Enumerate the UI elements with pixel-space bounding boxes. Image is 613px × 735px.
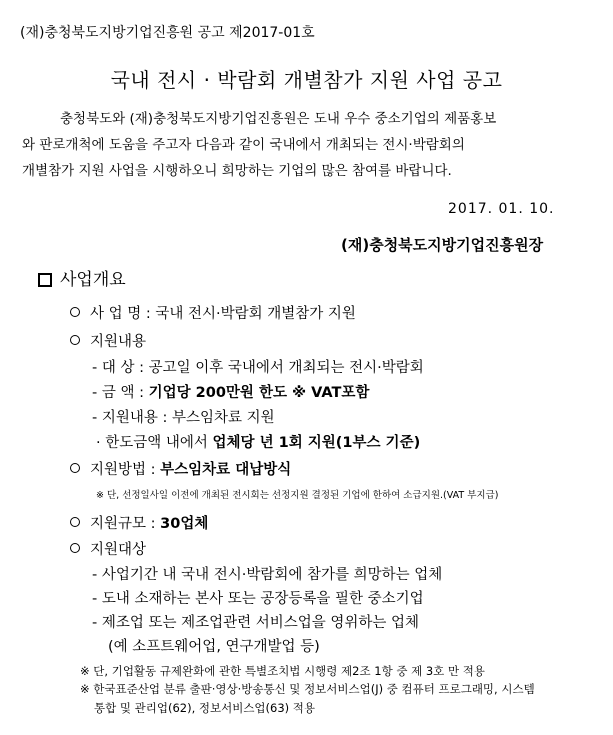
detail-label: - 지원내용 : [92, 410, 172, 426]
support-method-label: 지원방법 : [90, 462, 161, 478]
business-name-value: 국내 전시·박람회 개별참가 지원 [155, 306, 356, 322]
amount-label: - 금 액 : [92, 385, 149, 401]
target-value: 공고일 이후 국내에서 개최되는 전시·박람회 [148, 360, 424, 376]
announcement-date: 2017. 01. 10. [448, 201, 555, 217]
eligibility-item: - 도내 소재하는 본사 또는 공장등록을 필한 중소기업 [92, 591, 424, 607]
support-method-value: 부스임차료 대납방식 [160, 462, 292, 478]
announcement-number: (재)충청북도지방기업진흥원 공고 제2017-01호 [20, 25, 315, 41]
eligibility-item: - 사업기간 내 국내 전시·박람회에 참가를 희망하는 업체 [92, 567, 443, 583]
section-title: 사업개요 [60, 270, 126, 290]
target-label: - 대 상 : [92, 360, 149, 376]
footnote-2: ※ 한국표준산업 분류 출판·영상·방송통신 및 정보서비스업(J) 중 컴퓨터 프로그래밍, 시스템 [80, 682, 535, 696]
support-scale-label: 지원규모 : [90, 516, 161, 532]
support-method-note: ※ 단, 선정일사일 이전에 개최된 전시회는 선정지원 결정된 기업에 한하여 소급지원.(VAT 부지급) [96, 490, 499, 501]
intro-line-2: 와 판로개척에 도움을 주고자 다음과 같이 국내에서 개최되는 전시·박람회의 [22, 137, 465, 153]
amount-value: 기업당 200만원 한도 ※ VAT포함 [148, 385, 370, 401]
circle-bullet-icon [70, 517, 80, 527]
support-scale-value: 30업체 [160, 516, 209, 532]
support-method-row [70, 458, 291, 479]
limit-bold: 업체당 년 1회 지원(1부스 기준) [212, 435, 421, 451]
support-content-heading [70, 330, 146, 351]
eligibility-item: - 제조업 또는 제조업관련 서비스업을 영위하는 업체 [92, 615, 420, 631]
eligibility-example: (예 소프트웨어업, 연구개발업 등) [108, 639, 320, 655]
circle-bullet-icon [70, 543, 80, 553]
business-name-row [70, 302, 356, 323]
limit-row [96, 431, 420, 452]
limit-prefix: · 한도금액 내에서 [96, 435, 213, 451]
footnote-1: ※ 단, 기업활동 규제완화에 관한 특별조치법 시행령 제2조 1항 중 제 3호 만 적용 [80, 664, 485, 678]
circle-bullet-icon [70, 463, 80, 473]
page-title: 국내 전시 · 박람회 개별참가 지원 사업 공고 [110, 68, 503, 92]
footnote-2-continued: 통합 및 관리업(62), 정보서비스업(63) 적용 [94, 701, 316, 715]
amount-row [92, 381, 369, 402]
support-scale-row [70, 512, 208, 533]
circle-bullet-icon [70, 307, 80, 317]
detail-row [92, 406, 275, 427]
circle-bullet-icon [70, 335, 80, 345]
target-row [92, 356, 424, 377]
business-name-label: 사 업 명 : [90, 306, 156, 322]
checkbox-square-icon [38, 273, 52, 287]
detail-value: 부스임차료 지원 [171, 410, 275, 426]
eligibility-heading [70, 538, 146, 559]
section-heading [38, 265, 126, 290]
eligibility-title: 지원대상 [90, 542, 147, 558]
signer-name: (재)충청북도지방기업진흥원장 [341, 236, 544, 254]
intro-line-3: 개별참가 지원 사업을 시행하오니 희망하는 기업의 많은 참여를 바랍니다. [22, 163, 452, 179]
support-content-title: 지원내용 [90, 334, 147, 350]
intro-line-1: 충청북도와 (재)충청북도지방기업진흥원은 도내 우수 중소기업의 제품홍보 [60, 111, 497, 127]
